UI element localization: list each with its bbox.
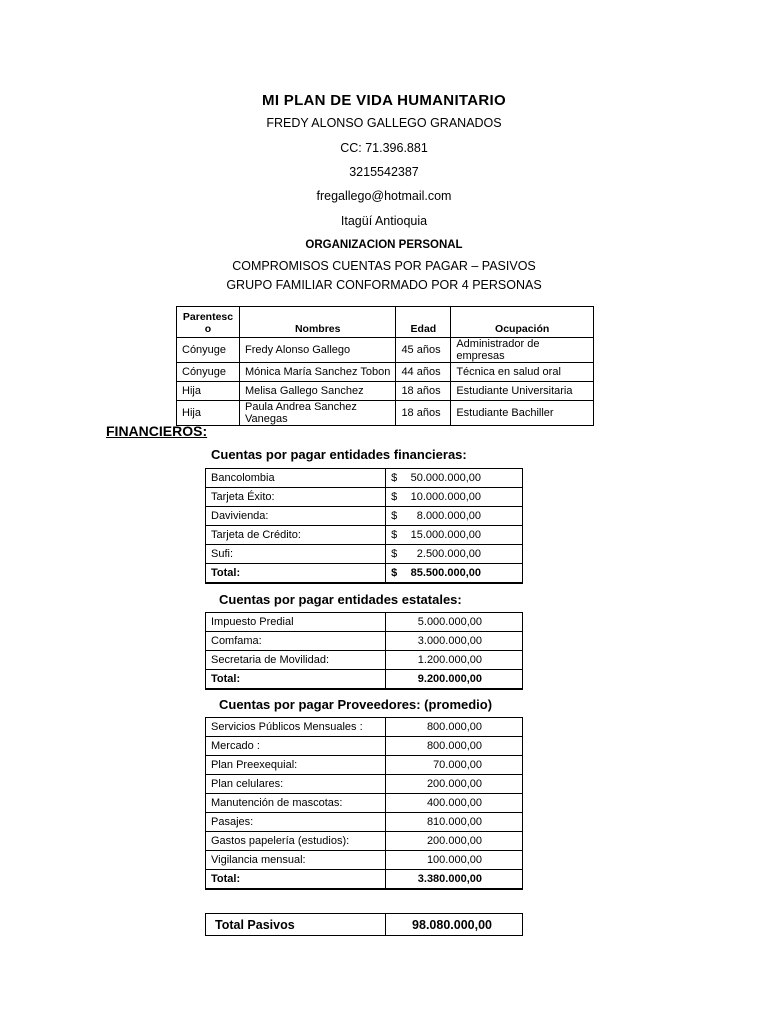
- account-name: Comfama:: [206, 632, 386, 651]
- table-cell: Hija: [177, 401, 240, 426]
- estatales-heading: Cuentas por pagar entidades estatales:: [219, 592, 462, 607]
- currency-symbol: $: [391, 529, 398, 541]
- amount: 50.000.000,00: [410, 472, 481, 484]
- amount: 10.000.000,00: [410, 491, 481, 503]
- total-pasivos-table: [205, 913, 523, 936]
- total-label: Total:: [206, 670, 386, 689]
- amount: 810.000,00: [386, 813, 523, 832]
- account-name: Gastos papelería (estudios):: [206, 832, 386, 851]
- account-name: Tarjeta de Crédito:: [206, 526, 386, 545]
- column-header: Nombres: [239, 307, 395, 338]
- financieras-heading: Cuentas por pagar entidades financieras:: [211, 447, 467, 462]
- table-row: [206, 507, 523, 526]
- phone-number: 3215542387: [349, 165, 419, 179]
- table-cell: 18 años: [396, 401, 451, 426]
- total-amount: 3.380.000,00: [386, 870, 523, 889]
- table-row: [206, 813, 523, 832]
- amount: 800.000,00: [386, 718, 523, 737]
- table-row: [177, 363, 594, 382]
- table-cell: Cónyuge: [177, 338, 240, 363]
- total-amount: 9.200.000,00: [386, 670, 523, 689]
- table-row: [206, 526, 523, 545]
- table-cell: 45 años: [396, 338, 451, 363]
- currency-symbol: $: [391, 566, 398, 579]
- currency-symbol: $: [391, 510, 398, 522]
- account-name: Vigilancia mensual:: [206, 851, 386, 870]
- total-label: Total:: [206, 870, 386, 889]
- amount: 1.200.000,00: [386, 651, 523, 670]
- table-row: [206, 794, 523, 813]
- account-name: Impuesto Predial: [206, 613, 386, 632]
- table-row: [206, 718, 523, 737]
- table-row: [177, 382, 594, 401]
- column-header: Edad: [396, 307, 451, 338]
- amount: 8.000.000,00: [416, 510, 481, 522]
- table-cell: Melisa Gallego Sanchez: [239, 382, 395, 401]
- currency-symbol: $: [391, 548, 398, 560]
- amount: 400.000,00: [386, 794, 523, 813]
- table-row: [206, 832, 523, 851]
- account-name: Servicios Públicos Mensuales :: [206, 718, 386, 737]
- table-cell: 44 años: [396, 363, 451, 382]
- table-cell: Mónica María Sanchez Tobon: [239, 363, 395, 382]
- account-name: Bancolombia: [206, 469, 386, 488]
- proveedores-heading: Cuentas por pagar Proveedores: (promedio): [219, 697, 493, 712]
- total-pasivos-value: 98.080.000,00: [386, 914, 523, 936]
- table-row: [206, 651, 523, 670]
- table-row: [206, 756, 523, 775]
- table-cell: Estudiante Universitaria: [451, 382, 594, 401]
- family-table: [176, 306, 594, 426]
- account-name: Mercado :: [206, 737, 386, 756]
- proveedores-table: [205, 717, 523, 890]
- account-name: Secretaria de Movilidad:: [206, 651, 386, 670]
- table-cell: Estudiante Bachiller: [451, 401, 594, 426]
- amount: 800.000,00: [386, 737, 523, 756]
- table-cell: Técnica en salud oral: [451, 363, 594, 382]
- subtitle-grupo: GRUPO FAMILIAR CONFORMADO POR 4 PERSONAS: [226, 278, 542, 292]
- account-name: Pasajes:: [206, 813, 386, 832]
- total-row: [206, 670, 523, 689]
- account-name: Davivienda:: [206, 507, 386, 526]
- financieras-table: [205, 468, 523, 584]
- currency-symbol: $: [391, 472, 398, 484]
- amount: 70.000,00: [386, 756, 523, 775]
- amount: 2.500.000,00: [416, 548, 481, 560]
- owner-name: FREDY ALONSO GALLEGO GRANADOS: [266, 116, 502, 130]
- table-row: [177, 401, 594, 426]
- table-cell: Fredy Alonso Gallego: [239, 338, 395, 363]
- total-row: [206, 564, 523, 583]
- table-header-row: [177, 307, 594, 338]
- total-label: Total:: [206, 564, 386, 583]
- total-amount: 85.500.000,00: [410, 566, 481, 579]
- table-cell: Paula Andrea Sanchez Vanegas: [239, 401, 395, 426]
- section-title: ORGANIZACION PERSONAL: [305, 239, 463, 251]
- column-header: Parentesc o: [177, 307, 240, 338]
- amount: 5.000.000,00: [386, 613, 523, 632]
- table-row: [206, 851, 523, 870]
- page-title: MI PLAN DE VIDA HUMANITARIO: [262, 92, 506, 109]
- table-cell: Administrador de empresas: [451, 338, 594, 363]
- table-row: [206, 613, 523, 632]
- account-name: Sufi:: [206, 545, 386, 564]
- table-row: [206, 737, 523, 756]
- table-cell: Hija: [177, 382, 240, 401]
- table-row: [206, 488, 523, 507]
- table-row: [177, 338, 594, 363]
- email: fregallego@hotmail.com: [316, 189, 452, 203]
- column-header: Ocupación: [451, 307, 594, 338]
- total-row: [206, 914, 523, 936]
- financieros-heading: FINANCIEROS:: [106, 423, 208, 439]
- amount: 15.000.000,00: [410, 529, 481, 541]
- amount: 3.000.000,00: [386, 632, 523, 651]
- table-row: [206, 775, 523, 794]
- total-pasivos-label: Total Pasivos: [206, 914, 386, 936]
- account-name: Tarjeta Éxito:: [206, 488, 386, 507]
- account-name: Manutención de mascotas:: [206, 794, 386, 813]
- id-number: CC: 71.396.881: [340, 141, 428, 155]
- total-row: [206, 870, 523, 889]
- account-name: Plan celulares:: [206, 775, 386, 794]
- table-row: [206, 469, 523, 488]
- account-name: Plan Preexequial:: [206, 756, 386, 775]
- table-cell: Cónyuge: [177, 363, 240, 382]
- table-row: [206, 632, 523, 651]
- amount: 200.000,00: [386, 775, 523, 794]
- amount: 200.000,00: [386, 832, 523, 851]
- amount: 100.000,00: [386, 851, 523, 870]
- estatales-table: [205, 612, 523, 690]
- table-row: [206, 545, 523, 564]
- city: Itagüí Antioquia: [340, 214, 428, 228]
- currency-symbol: $: [391, 491, 398, 503]
- subtitle-pasivos: COMPROMISOS CUENTAS POR PAGAR – PASIVOS: [232, 259, 536, 273]
- table-cell: 18 años: [396, 382, 451, 401]
